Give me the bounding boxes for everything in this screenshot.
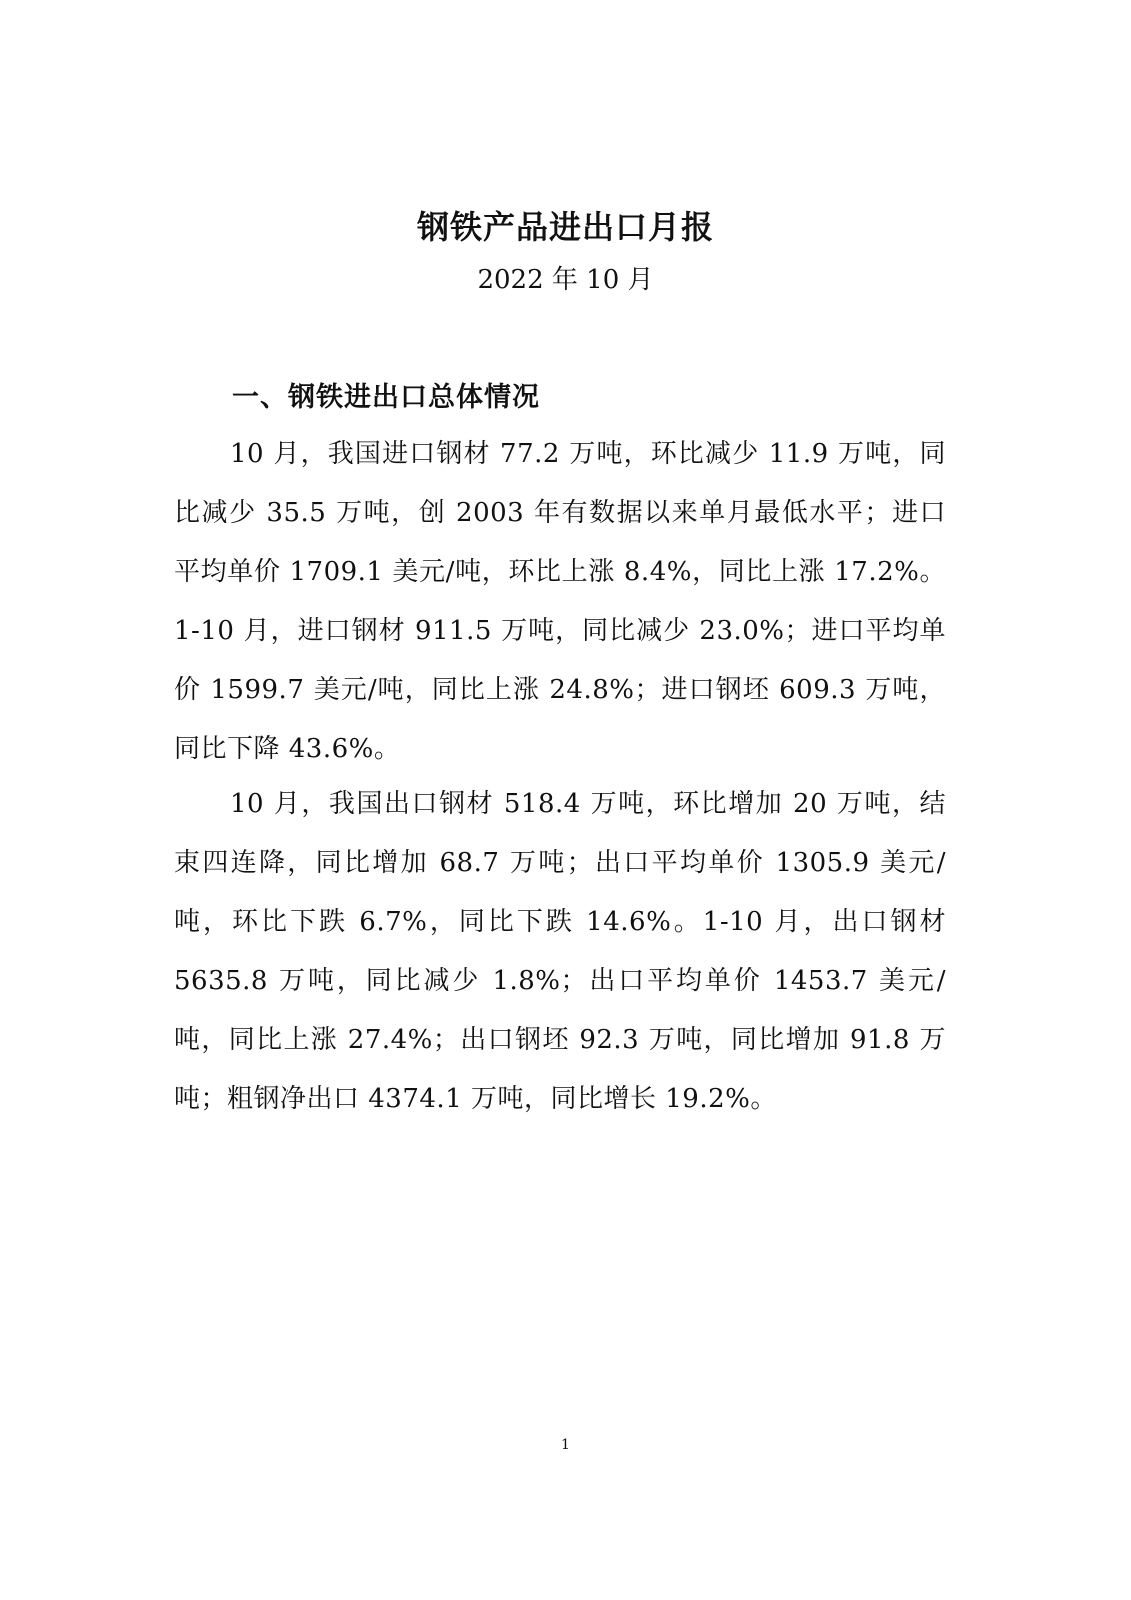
document-title: 钢铁产品进出口月报 bbox=[416, 208, 714, 246]
document-date: 2022 年 10 月 bbox=[477, 265, 654, 295]
section-heading: 一、钢铁进出口总体情况 bbox=[232, 382, 540, 413]
paragraph-exports: 10 月，我国出口钢材 518.4 万吨，环比增加 20 万吨，结束四连降，同比增加 68.7 万吨；出口平均单价 1305.9 美元/吨，环比下跌 6.7%，同比下跌 14.6%。1-10 月，出口钢材 5635.8 万吨，同比减少 1.8%；出口平均单价 1453.7 美元/吨，同比上涨 27.4%；出口钢坯 92.3 万吨，同比增加 91.8 万吨；粗钢净出口 4374.1 万吨，同比增长 19.2%。 bbox=[174, 789, 946, 1114]
paragraph-imports: 10 月，我国进口钢材 77.2 万吨，环比减少 11.9 万吨，同比减少 35.5 万吨，创 2003 年有数据以来单月最低水平；进口平均单价 1709.1 美元/吨，环比上涨 8.4%，同比上涨 17.2%。1-10 月，进口钢材 911.5 万吨，同比减少 23.0%；进口平均单价 1599.7 美元/吨，同比上涨 24.8%；进口钢坯 609.3 万吨，同比下降 43.6%。 bbox=[174, 439, 946, 764]
page-number: 1 bbox=[561, 1437, 570, 1453]
